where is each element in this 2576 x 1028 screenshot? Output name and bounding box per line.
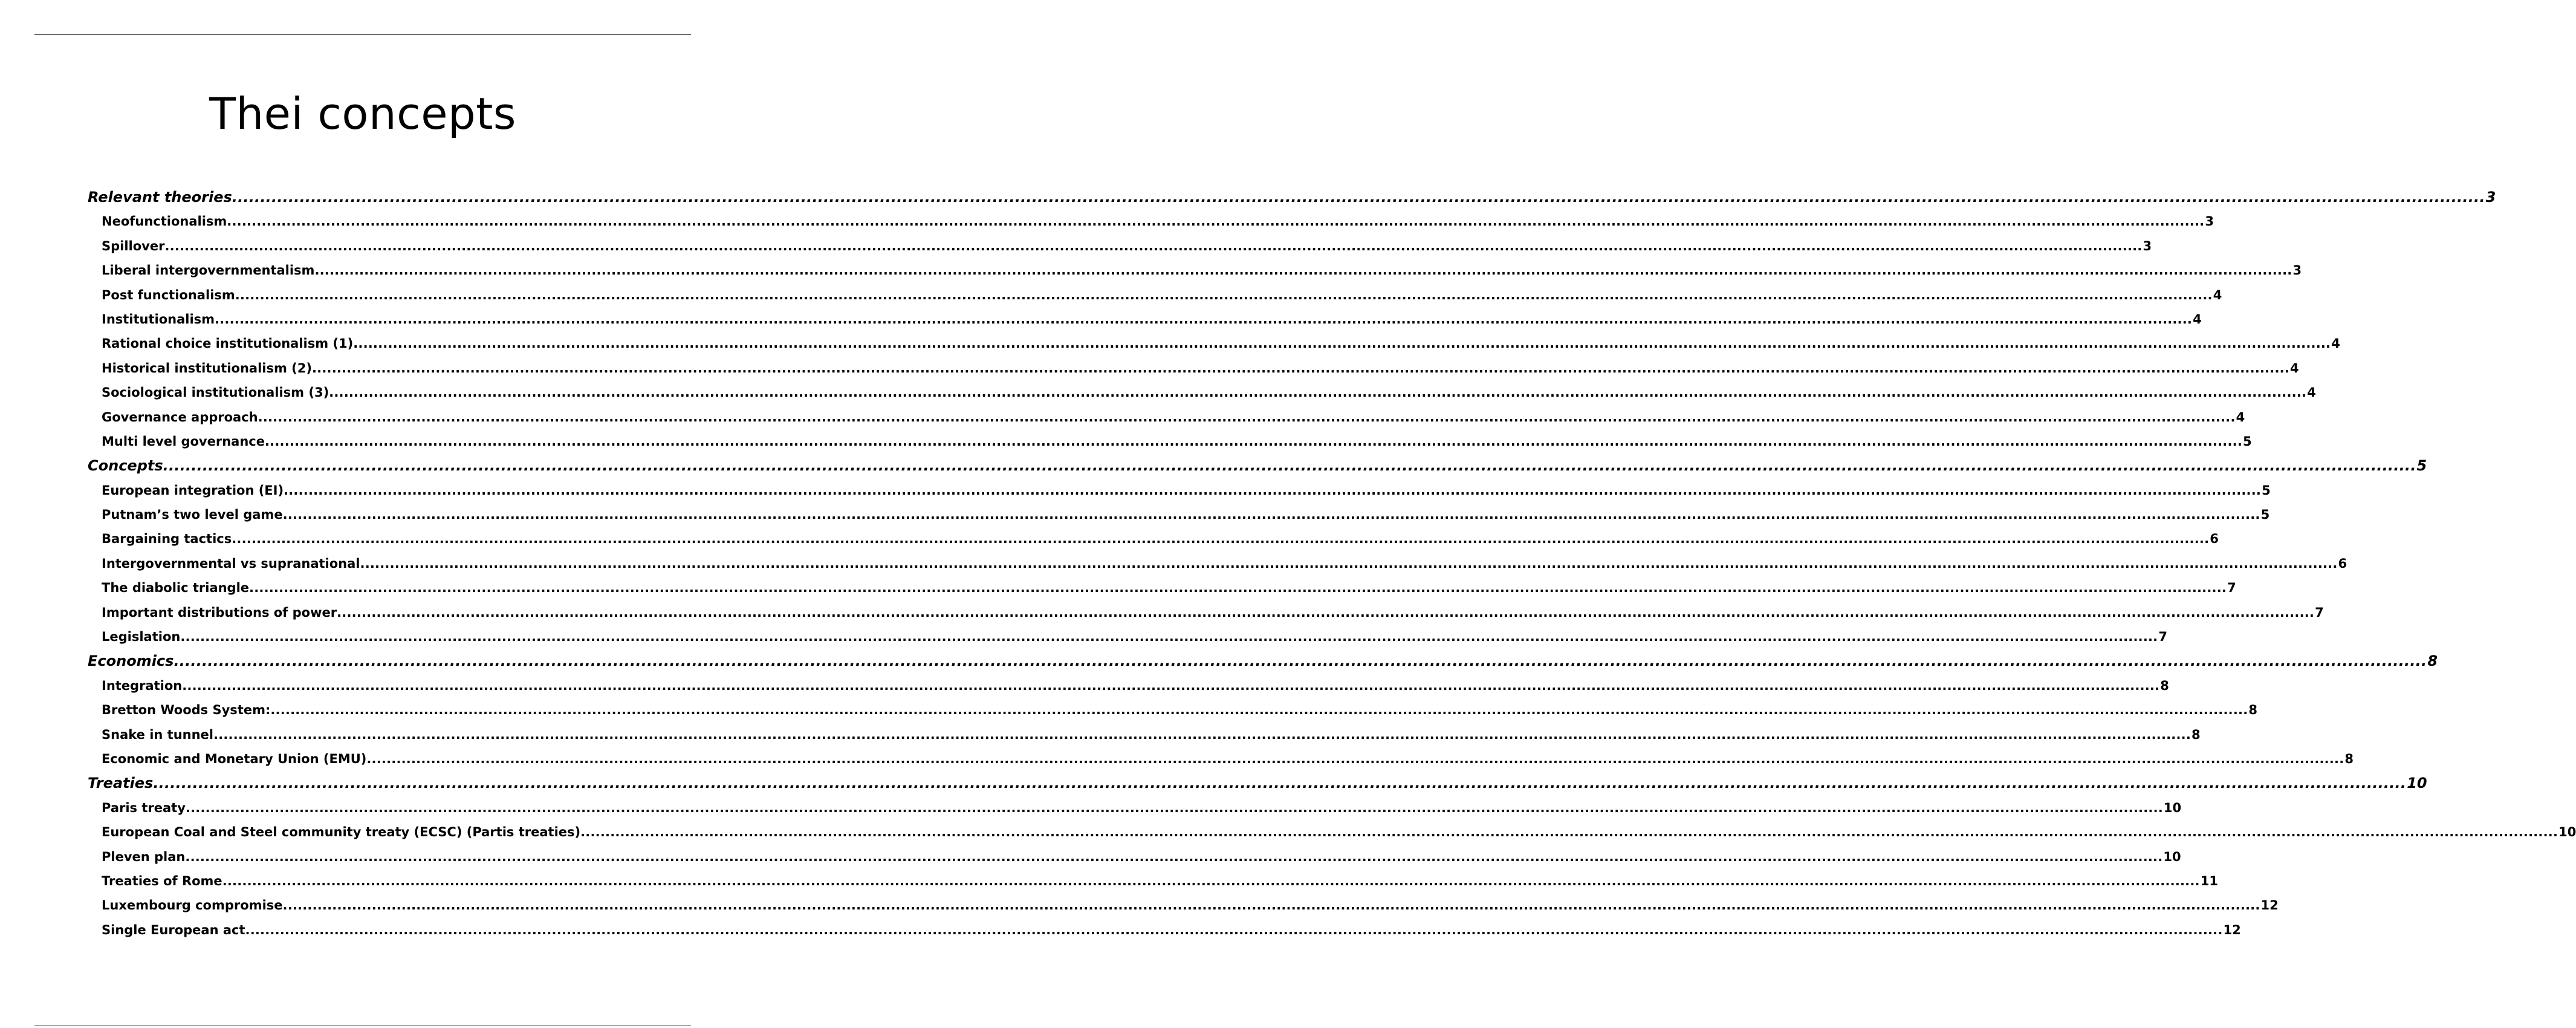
toc-entry-label: Historical institutionalism (2) xyxy=(102,360,312,376)
toc-page-number: 4 xyxy=(2331,336,2340,351)
toc-page-number: 3 xyxy=(2205,214,2214,229)
toc-section-entry[interactable] xyxy=(88,771,2427,795)
toc-subsection-entry[interactable] xyxy=(102,674,2169,698)
toc-page-number: 7 xyxy=(2315,605,2324,620)
toc-entry-label: Post functionalism xyxy=(102,287,235,302)
toc-entry-label: Integration xyxy=(102,678,183,693)
toc-entry-label: European Coal and Steel community treaty (ECSC) (Partis treaties) xyxy=(102,825,581,840)
toc-page-number: 7 xyxy=(2227,581,2236,596)
toc-subsection-entry[interactable] xyxy=(102,478,2271,503)
toc-page-number: 12 xyxy=(2260,898,2279,913)
toc-entry-label: European integration (EI) xyxy=(102,483,284,498)
toc-entry-label: Economics xyxy=(88,652,174,670)
toc-page-number: 8 xyxy=(2160,678,2169,693)
toc-entry-label: Legislation xyxy=(102,629,181,645)
toc-entry-label: Intergovernmental vs supranational xyxy=(102,556,360,571)
toc-subsection-entry[interactable] xyxy=(102,698,2257,722)
toc-page-number: 10 xyxy=(2163,800,2182,815)
toc-entry-label: Paris treaty xyxy=(102,800,186,815)
toc-page-number: 4 xyxy=(2307,385,2316,400)
toc-dot-leader: ................................................................................................................................................................................................................................................................................................................................................................................................................ xyxy=(213,727,2192,742)
toc-entry-label: Liberal intergovernmentalism xyxy=(102,263,315,278)
toc-dot-leader: ................................................................................................................................................................................................................................................................................................................................................................................................................ xyxy=(282,507,2260,522)
toc-entry-label: Snake in tunnel xyxy=(102,727,213,742)
toc-dot-leader: ................................................................................................................................................................................................................................................................................................................................................................................................................ xyxy=(245,922,2223,937)
toc-entry-label: Sociological institutionalism (3) xyxy=(102,385,329,400)
toc-page-number: 11 xyxy=(2200,873,2218,888)
toc-section-entry[interactable] xyxy=(88,185,2496,209)
header-rule xyxy=(34,34,691,35)
toc-page-number: 8 xyxy=(2192,727,2201,742)
toc-subsection-entry[interactable] xyxy=(102,405,2245,429)
toc-page-number: 3 xyxy=(2143,238,2152,253)
toc-entry-label: Single European act xyxy=(102,922,245,937)
toc-page-number: 5 xyxy=(2243,434,2252,449)
toc-page-number: 8 xyxy=(2248,703,2257,718)
toc-entry-label: Rational choice institutionalism (1) xyxy=(102,336,354,351)
toc-page-number: 6 xyxy=(2338,556,2347,571)
toc-page-number: 8 xyxy=(2344,751,2354,766)
toc-page-number: 4 xyxy=(2236,409,2245,425)
toc-dot-leader: ................................................................................................................................................................................................................................................................................................................................................................................................................ xyxy=(314,263,2292,278)
toc-dot-leader: ................................................................................................................................................................................................................................................................................................................................................................................................................ xyxy=(185,800,2163,815)
toc-dot-leader: ................................................................................................................................................................................................................................................................................................................................................................................................................ xyxy=(215,311,2193,327)
toc-subsection-entry[interactable] xyxy=(102,918,2241,942)
toc-dot-leader: ................................................................................................................................................................................................................................................................................................................................................................................................................ xyxy=(270,703,2248,718)
toc-entry-label: Treaties of Rome xyxy=(102,873,222,888)
toc-subsection-entry[interactable] xyxy=(102,356,2299,380)
toc-subsection-entry[interactable] xyxy=(102,429,2252,454)
toc-section-entry[interactable] xyxy=(88,649,2438,673)
toc-dot-leader: ................................................................................................................................................................................................................................................................................................................................................................................................................ xyxy=(185,849,2163,864)
toc-entry-label: Spillover xyxy=(102,238,165,253)
toc-entry-label: Bretton Woods System: xyxy=(102,703,271,718)
toc-page-number: 4 xyxy=(2213,287,2222,302)
toc-subsection-entry[interactable] xyxy=(102,869,2218,893)
toc-page-number: 3 xyxy=(2292,263,2302,278)
toc-entry-label: Governance approach xyxy=(102,409,258,425)
toc-page-number: 5 xyxy=(2416,457,2427,475)
toc-entry-label: Important distributions of power xyxy=(102,605,337,620)
toc-entry-label: Neofunctionalism xyxy=(102,214,227,229)
toc-subsection-entry[interactable] xyxy=(102,258,2302,282)
toc-page-number: 5 xyxy=(2260,507,2270,522)
toc-dot-leader: ................................................................................................................................................................................................................................................................................................................................................................................................................ xyxy=(366,751,2344,766)
toc-subsection-entry[interactable] xyxy=(102,380,2316,405)
toc-subsection-entry[interactable] xyxy=(102,503,2270,527)
toc-page-number: 5 xyxy=(2262,483,2271,498)
toc-page-number: 4 xyxy=(2193,311,2202,327)
toc-subsection-entry[interactable] xyxy=(102,576,2236,600)
toc-dot-leader: ................................................................................................................................................................................................................................................................................................................................................................................................................ xyxy=(329,385,2307,400)
toc-page-number: 10 xyxy=(2558,825,2576,840)
toc-dot-leader: ................................................................................................................................................................................................................................................................................................................................................................................................................ xyxy=(360,556,2338,571)
toc-dot-leader: ................................................................................................................................................................................................................................................................................................................................................................................................................ xyxy=(284,483,2262,498)
toc-dot-leader: ................................................................................................................................................................................................................................................................................................................................................................................................................ xyxy=(337,605,2315,620)
toc-dot-leader: ................................................................................................................................................................................................................................................................................................................................................................................................................ xyxy=(227,214,2205,229)
toc-page-number: 10 xyxy=(2407,775,2427,792)
toc-entry-label: Treaties xyxy=(88,775,154,792)
toc-subsection-entry[interactable] xyxy=(102,893,2279,917)
toc-subsection-entry[interactable] xyxy=(102,307,2202,331)
toc-entry-label: Bargaining tactics xyxy=(102,532,232,547)
document-title: Thei concepts xyxy=(209,88,516,139)
toc-entry-label: Institutionalism xyxy=(102,311,215,327)
toc-page-number: 6 xyxy=(2210,532,2219,547)
toc-dot-leader: ................................................................................................................................................................................................................................................................................................................................................................................................................ xyxy=(353,336,2331,351)
toc-subsection-entry[interactable] xyxy=(102,600,2324,625)
toc-page-number: 3 xyxy=(2485,189,2496,206)
toc-page-number: 12 xyxy=(2223,922,2241,937)
toc-subsection-entry[interactable] xyxy=(102,747,2354,771)
table-of-contents xyxy=(0,185,2576,942)
toc-page-number: 8 xyxy=(2427,652,2438,670)
toc-entry-label: Putnam’s two level game xyxy=(102,507,283,522)
toc-entry-label: Multi level governance xyxy=(102,434,265,449)
toc-dot-leader: ................................................................................................................................................................................................................................................................................................................................................................................................................ xyxy=(153,775,2407,792)
toc-page-number: 10 xyxy=(2163,849,2181,864)
toc-subsection-entry[interactable] xyxy=(102,283,2222,307)
toc-dot-leader: ................................................................................................................................................................................................................................................................................................................................................................................................................ xyxy=(180,629,2158,645)
toc-entry-label: Relevant theories xyxy=(88,189,232,206)
toc-entry-label: Pleven plan xyxy=(102,849,186,864)
toc-subsection-entry[interactable] xyxy=(102,820,2576,844)
toc-subsection-entry[interactable] xyxy=(102,723,2201,747)
toc-dot-leader: ................................................................................................................................................................................................................................................................................................................................................................................................................ xyxy=(164,238,2143,253)
toc-dot-leader: ................................................................................................................................................................................................................................................................................................................................................................................................................ xyxy=(258,409,2236,425)
toc-dot-leader: ................................................................................................................................................................................................................................................................................................................................................................................................................ xyxy=(282,898,2260,913)
toc-dot-leader: ................................................................................................................................................................................................................................................................................................................................................................................................................ xyxy=(182,678,2160,693)
toc-entry-label: Luxembourg compromise xyxy=(102,898,283,913)
toc-page-number: 4 xyxy=(2290,360,2299,376)
toc-subsection-entry[interactable] xyxy=(102,845,2181,869)
toc-subsection-entry[interactable] xyxy=(102,527,2219,551)
toc-dot-leader: ................................................................................................................................................................................................................................................................................................................................................................................................................ xyxy=(232,532,2210,547)
toc-dot-leader: ................................................................................................................................................................................................................................................................................................................................................................................................................ xyxy=(580,825,2558,840)
toc-dot-leader: ................................................................................................................................................................................................................................................................................................................................................................................................................ xyxy=(222,873,2200,888)
toc-dot-leader: ................................................................................................................................................................................................................................................................................................................................................................................................................ xyxy=(265,434,2243,449)
toc-entry-label: The diabolic triangle xyxy=(102,581,250,596)
toc-dot-leader: ................................................................................................................................................................................................................................................................................................................................................................................................................ xyxy=(163,457,2416,475)
toc-dot-leader: ................................................................................................................................................................................................................................................................................................................................................................................................................ xyxy=(232,189,2485,206)
toc-subsection-entry[interactable] xyxy=(102,331,2340,356)
toc-dot-leader: ................................................................................................................................................................................................................................................................................................................................................................................................................ xyxy=(235,287,2213,302)
toc-subsection-entry[interactable] xyxy=(102,234,2152,258)
toc-subsection-entry[interactable] xyxy=(102,796,2182,820)
toc-dot-leader: ................................................................................................................................................................................................................................................................................................................................................................................................................ xyxy=(249,581,2227,596)
toc-entry-label: Economic and Monetary Union (EMU) xyxy=(102,751,367,766)
toc-section-entry[interactable] xyxy=(88,454,2427,478)
toc-page-number: 7 xyxy=(2158,629,2167,645)
toc-dot-leader: ................................................................................................................................................................................................................................................................................................................................................................................................................ xyxy=(311,360,2289,376)
toc-entry-label: Concepts xyxy=(88,457,163,475)
toc-subsection-entry[interactable] xyxy=(102,625,2167,649)
toc-dot-leader: ................................................................................................................................................................................................................................................................................................................................................................................................................ xyxy=(174,652,2427,670)
toc-subsection-entry[interactable] xyxy=(102,551,2347,576)
toc-subsection-entry[interactable] xyxy=(102,209,2214,233)
